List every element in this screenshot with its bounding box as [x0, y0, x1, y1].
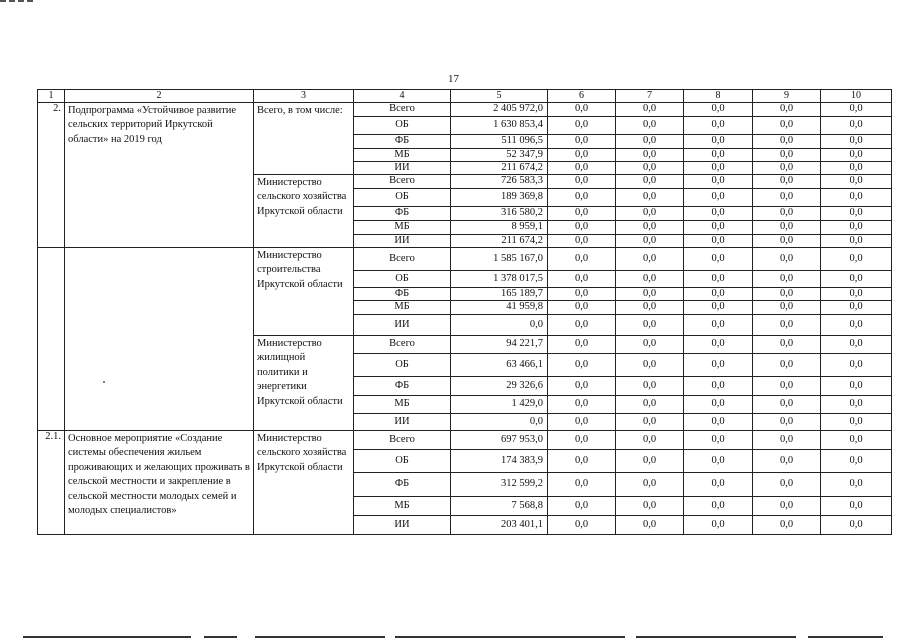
zero-value: 0,0: [684, 335, 753, 353]
zero-value: 0,0: [684, 300, 753, 314]
funding-source: ИИ: [354, 234, 451, 247]
zero-value: 0,0: [821, 496, 892, 515]
responsible-label: Министерство строительства Иркутской области: [254, 247, 354, 335]
amount-value: 1 630 853,4: [451, 116, 548, 134]
funding-source: ИИ: [354, 515, 451, 534]
amount-value: 203 401,1: [451, 515, 548, 534]
zero-value: 0,0: [684, 287, 753, 300]
zero-value: 0,0: [548, 148, 616, 161]
funding-source: ФБ: [354, 134, 451, 148]
table-row: [38, 430, 892, 449]
zero-value: 0,0: [548, 174, 616, 188]
zero-value: 0,0: [616, 134, 684, 148]
column-number-10: 10: [821, 90, 892, 103]
table-row: [38, 102, 892, 116]
amount-value: 7 568,8: [451, 496, 548, 515]
zero-value: 0,0: [616, 413, 684, 430]
zero-value: 0,0: [616, 376, 684, 395]
zero-value: 0,0: [821, 376, 892, 395]
zero-value: 0,0: [548, 430, 616, 449]
amount-value: 165 189,7: [451, 287, 548, 300]
zero-value: 0,0: [753, 234, 821, 247]
zero-value: 0,0: [616, 270, 684, 287]
zero-value: 0,0: [548, 116, 616, 134]
zero-value: 0,0: [821, 335, 892, 353]
zero-value: 0,0: [616, 430, 684, 449]
zero-value: 0,0: [548, 376, 616, 395]
zero-value: 0,0: [548, 314, 616, 335]
zero-value: 0,0: [753, 148, 821, 161]
row-number: 2.: [38, 102, 65, 247]
zero-value: 0,0: [684, 472, 753, 496]
zero-value: 0,0: [548, 496, 616, 515]
zero-value: 0,0: [684, 134, 753, 148]
zero-value: 0,0: [548, 472, 616, 496]
zero-value: 0,0: [821, 300, 892, 314]
amount-value: 316 580,2: [451, 206, 548, 220]
zero-value: 0,0: [753, 335, 821, 353]
zero-value: 0,0: [616, 472, 684, 496]
zero-value: 0,0: [548, 206, 616, 220]
zero-value: 0,0: [753, 314, 821, 335]
zero-value: 0,0: [753, 206, 821, 220]
funding-source: ОБ: [354, 116, 451, 134]
zero-value: 0,0: [684, 314, 753, 335]
zero-value: 0,0: [684, 449, 753, 472]
zero-value: 0,0: [548, 300, 616, 314]
zero-value: 0,0: [821, 395, 892, 413]
zero-value: 0,0: [684, 430, 753, 449]
zero-value: 0,0: [684, 148, 753, 161]
zero-value: 0,0: [821, 287, 892, 300]
funding-source: Всего: [354, 102, 451, 116]
zero-value: 0,0: [821, 174, 892, 188]
column-number-2: 2: [65, 90, 254, 103]
column-number-4: 4: [354, 90, 451, 103]
zero-value: 0,0: [616, 174, 684, 188]
zero-value: 0,0: [753, 174, 821, 188]
amount-value: 1 429,0: [451, 395, 548, 413]
zero-value: 0,0: [753, 496, 821, 515]
zero-value: 0,0: [684, 395, 753, 413]
zero-value: 0,0: [821, 234, 892, 247]
zero-value: 0,0: [753, 270, 821, 287]
zero-value: 0,0: [753, 220, 821, 234]
zero-value: 0,0: [753, 116, 821, 134]
empty-cell: [65, 247, 254, 430]
column-number-9: 9: [753, 90, 821, 103]
zero-value: 0,0: [616, 220, 684, 234]
page-number: 17: [448, 73, 459, 85]
zero-value: 0,0: [616, 247, 684, 270]
amount-value: 312 599,2: [451, 472, 548, 496]
amount-value: 174 383,9: [451, 449, 548, 472]
zero-value: 0,0: [821, 353, 892, 376]
zero-value: 0,0: [548, 161, 616, 174]
column-number-8: 8: [684, 90, 753, 103]
zero-value: 0,0: [616, 515, 684, 534]
funding-source: МБ: [354, 300, 451, 314]
funding-source: ОБ: [354, 270, 451, 287]
zero-value: 0,0: [548, 102, 616, 116]
zero-value: 0,0: [548, 270, 616, 287]
zero-value: 0,0: [616, 234, 684, 247]
funding-source: ИИ: [354, 161, 451, 174]
funding-source: ФБ: [354, 472, 451, 496]
table-row: [38, 247, 892, 270]
funding-source: Всего: [354, 430, 451, 449]
row-title: Основное мероприятие «Создание системы обеспечения жильем проживающих и желающих проживать в сельской местности и закрепление в сельской местности молодых семей и молодых специалистов»: [65, 430, 254, 534]
funding-source: МБ: [354, 496, 451, 515]
zero-value: 0,0: [821, 161, 892, 174]
zero-value: 0,0: [684, 376, 753, 395]
amount-value: 52 347,9: [451, 148, 548, 161]
amount-value: 0,0: [451, 413, 548, 430]
zero-value: 0,0: [753, 188, 821, 206]
zero-value: 0,0: [616, 102, 684, 116]
funding-source: ИИ: [354, 314, 451, 335]
zero-value: 0,0: [548, 449, 616, 472]
column-numbers-row: [38, 90, 892, 103]
empty-cell: [38, 247, 65, 430]
zero-value: 0,0: [616, 300, 684, 314]
zero-value: 0,0: [821, 449, 892, 472]
footer-rule: [23, 636, 191, 638]
responsible-label: Всего, в том числе:: [254, 102, 354, 174]
amount-value: 1 585 167,0: [451, 247, 548, 270]
zero-value: 0,0: [616, 353, 684, 376]
amount-value: 29 326,6: [451, 376, 548, 395]
amount-value: 726 583,3: [451, 174, 548, 188]
zero-value: 0,0: [616, 161, 684, 174]
column-number-5: 5: [451, 90, 548, 103]
zero-value: 0,0: [821, 116, 892, 134]
amount-value: 511 096,5: [451, 134, 548, 148]
scan-speck: [103, 381, 105, 383]
zero-value: 0,0: [616, 449, 684, 472]
column-number-1: 1: [38, 90, 65, 103]
zero-value: 0,0: [821, 188, 892, 206]
amount-value: 94 221,7: [451, 335, 548, 353]
zero-value: 0,0: [821, 413, 892, 430]
footer-rule: [204, 636, 237, 638]
funding-source: ИИ: [354, 413, 451, 430]
zero-value: 0,0: [616, 335, 684, 353]
zero-value: 0,0: [684, 102, 753, 116]
zero-value: 0,0: [821, 220, 892, 234]
amount-value: 189 369,8: [451, 188, 548, 206]
zero-value: 0,0: [821, 247, 892, 270]
zero-value: 0,0: [753, 161, 821, 174]
responsible-label: Министерство сельского хозяйства Иркутской области: [254, 174, 354, 247]
amount-value: 697 953,0: [451, 430, 548, 449]
zero-value: 0,0: [548, 353, 616, 376]
zero-value: 0,0: [616, 496, 684, 515]
funding-source: МБ: [354, 148, 451, 161]
zero-value: 0,0: [821, 148, 892, 161]
zero-value: 0,0: [684, 353, 753, 376]
zero-value: 0,0: [684, 116, 753, 134]
zero-value: 0,0: [821, 314, 892, 335]
zero-value: 0,0: [821, 472, 892, 496]
row-title: Подпрограмма «Устойчивое развитие сельских территорий Иркутской области» на 2019 год: [65, 102, 254, 247]
zero-value: 0,0: [753, 430, 821, 449]
funding-source: МБ: [354, 395, 451, 413]
funding-source: ФБ: [354, 287, 451, 300]
zero-value: 0,0: [684, 413, 753, 430]
zero-value: 0,0: [753, 287, 821, 300]
zero-value: 0,0: [548, 220, 616, 234]
zero-value: 0,0: [821, 270, 892, 287]
zero-value: 0,0: [684, 247, 753, 270]
amount-value: 41 959,8: [451, 300, 548, 314]
footer-rule: [808, 636, 883, 638]
amount-value: 63 466,1: [451, 353, 548, 376]
zero-value: 0,0: [548, 247, 616, 270]
budget-table: [37, 89, 892, 535]
funding-source: ОБ: [354, 449, 451, 472]
zero-value: 0,0: [821, 515, 892, 534]
zero-value: 0,0: [616, 116, 684, 134]
funding-source: ФБ: [354, 206, 451, 220]
zero-value: 0,0: [753, 134, 821, 148]
zero-value: 0,0: [616, 206, 684, 220]
zero-value: 0,0: [753, 247, 821, 270]
zero-value: 0,0: [684, 174, 753, 188]
responsible-label: Министерство жилищной политики и энергетики Иркутской области: [254, 335, 354, 430]
amount-value: 211 674,2: [451, 234, 548, 247]
zero-value: 0,0: [684, 270, 753, 287]
amount-value: 211 674,2: [451, 161, 548, 174]
amount-value: 8 959,1: [451, 220, 548, 234]
zero-value: 0,0: [548, 395, 616, 413]
zero-value: 0,0: [753, 449, 821, 472]
zero-value: 0,0: [753, 395, 821, 413]
zero-value: 0,0: [548, 134, 616, 148]
zero-value: 0,0: [753, 472, 821, 496]
zero-value: 0,0: [616, 395, 684, 413]
column-number-6: 6: [548, 90, 616, 103]
amount-value: 1 378 017,5: [451, 270, 548, 287]
amount-value: 0,0: [451, 314, 548, 335]
zero-value: 0,0: [548, 234, 616, 247]
zero-value: 0,0: [753, 300, 821, 314]
zero-value: 0,0: [684, 220, 753, 234]
zero-value: 0,0: [821, 206, 892, 220]
zero-value: 0,0: [616, 287, 684, 300]
zero-value: 0,0: [548, 188, 616, 206]
zero-value: 0,0: [684, 206, 753, 220]
footer-rule: [255, 636, 385, 638]
zero-value: 0,0: [548, 413, 616, 430]
zero-value: 0,0: [753, 376, 821, 395]
zero-value: 0,0: [548, 335, 616, 353]
column-number-7: 7: [616, 90, 684, 103]
zero-value: 0,0: [616, 148, 684, 161]
funding-source: ОБ: [354, 188, 451, 206]
zero-value: 0,0: [821, 102, 892, 116]
zero-value: 0,0: [548, 287, 616, 300]
zero-value: 0,0: [821, 430, 892, 449]
funding-source: МБ: [354, 220, 451, 234]
footer-rule: [636, 636, 796, 638]
zero-value: 0,0: [616, 314, 684, 335]
responsible-label: Министерство сельского хозяйства Иркутской области: [254, 430, 354, 534]
column-number-3: 3: [254, 90, 354, 103]
funding-source: Всего: [354, 335, 451, 353]
zero-value: 0,0: [684, 161, 753, 174]
funding-source: Всего: [354, 174, 451, 188]
funding-source: ОБ: [354, 353, 451, 376]
row-number: 2.1.: [38, 430, 65, 534]
footer-rule: [395, 636, 625, 638]
zero-value: 0,0: [616, 188, 684, 206]
zero-value: 0,0: [753, 353, 821, 376]
zero-value: 0,0: [753, 413, 821, 430]
zero-value: 0,0: [753, 515, 821, 534]
zero-value: 0,0: [684, 496, 753, 515]
funding-source: Всего: [354, 247, 451, 270]
zero-value: 0,0: [684, 188, 753, 206]
amount-value: 2 405 972,0: [451, 102, 548, 116]
zero-value: 0,0: [821, 134, 892, 148]
zero-value: 0,0: [753, 102, 821, 116]
zero-value: 0,0: [684, 515, 753, 534]
zero-value: 0,0: [684, 234, 753, 247]
zero-value: 0,0: [548, 515, 616, 534]
scan-corner-mark: [0, 0, 36, 2]
funding-source: ФБ: [354, 376, 451, 395]
